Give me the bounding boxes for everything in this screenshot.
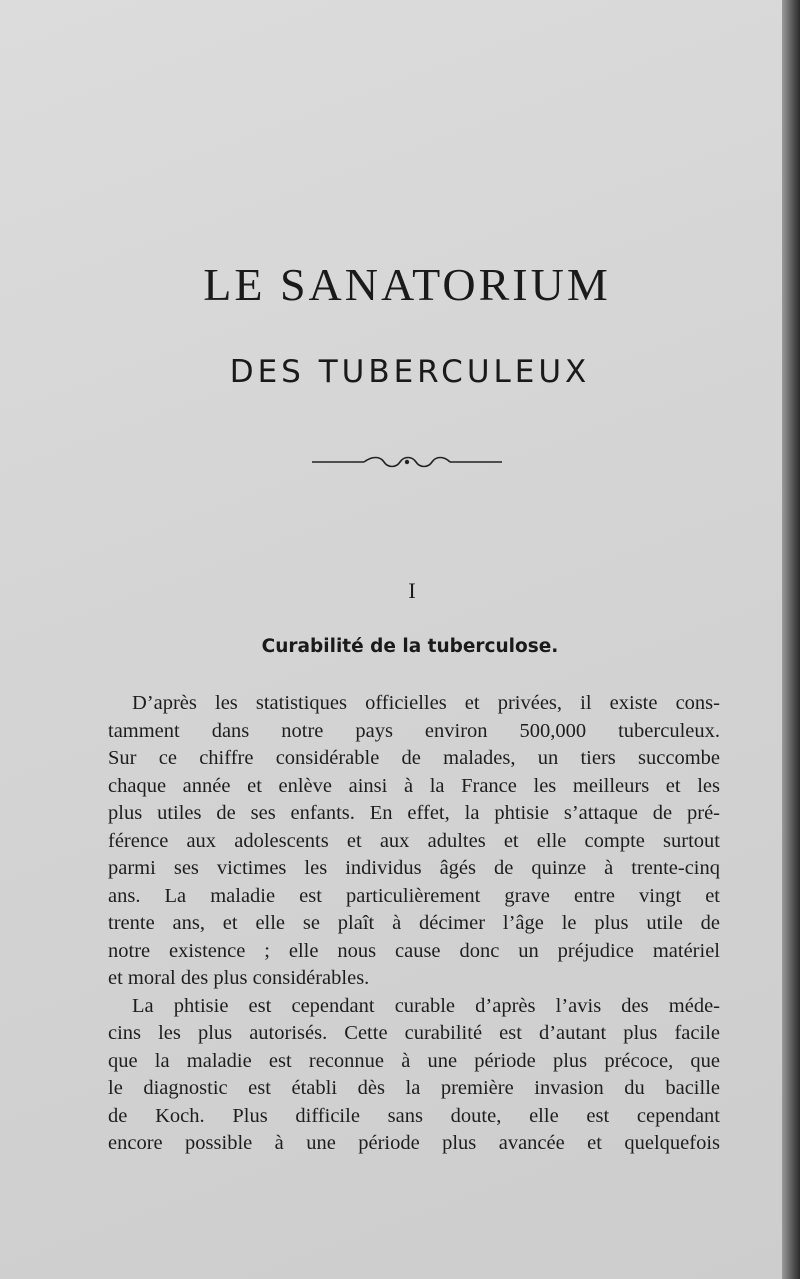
chapter-number: I	[408, 578, 416, 603]
text-line: de Koch. Plus difficile sans doute, elle est cependant	[108, 1104, 720, 1127]
page-edge	[782, 0, 800, 1279]
ornament-divider-icon	[312, 452, 502, 472]
text-line: D’après les statistiques officielles et privées, il existe cons-	[132, 692, 720, 714]
text-line: cins les plus autorisés. Cette curabilité est d’autant plus facile	[108, 1022, 720, 1044]
text-line: parmi ses victimes les individus âgés de quinze à trente-cinq	[108, 857, 720, 879]
page-title: LE SANATORIUM	[203, 259, 611, 310]
section-heading: Curabilité de la tuberculose.	[261, 636, 559, 657]
text-line: tamment dans notre pays environ 500,000 tuberculeux.	[108, 719, 720, 742]
text-line: ans. La maladie est particulièrement grave entre vingt et	[108, 884, 720, 907]
text-line: notre existence ; elle nous cause donc un préjudice matériel	[108, 939, 720, 962]
text-line: chaque année et enlève ainsi à la France les meilleurs et les	[108, 774, 720, 797]
text-line: et moral des plus considérables.	[108, 967, 370, 989]
text-line: que la maladie est reconnue à une période plus précoce, que	[108, 1049, 720, 1072]
text-line: La phtisie est cependant curable d’après l’avis des méde-	[132, 994, 720, 1017]
text-line: férence aux adolescents et aux adultes et elle compte surtout	[108, 829, 720, 852]
text-line: encore possible à une période plus avancée et quelquefois	[108, 1132, 720, 1154]
text-line: le diagnostic est établi dès la première invasion du bacille	[108, 1077, 720, 1099]
text-line: plus utiles de ses enfants. En effet, la phtisie s’attaque de pré-	[108, 802, 720, 824]
page-subtitle: DES TUBERCULEUX	[229, 354, 591, 390]
body-text	[108, 690, 720, 1158]
text-line: trente ans, et elle se plaît à décimer l’âge le plus utile de	[108, 912, 720, 934]
text-line: Sur ce chiffre considérable de malades, un tiers succombe	[108, 747, 720, 769]
